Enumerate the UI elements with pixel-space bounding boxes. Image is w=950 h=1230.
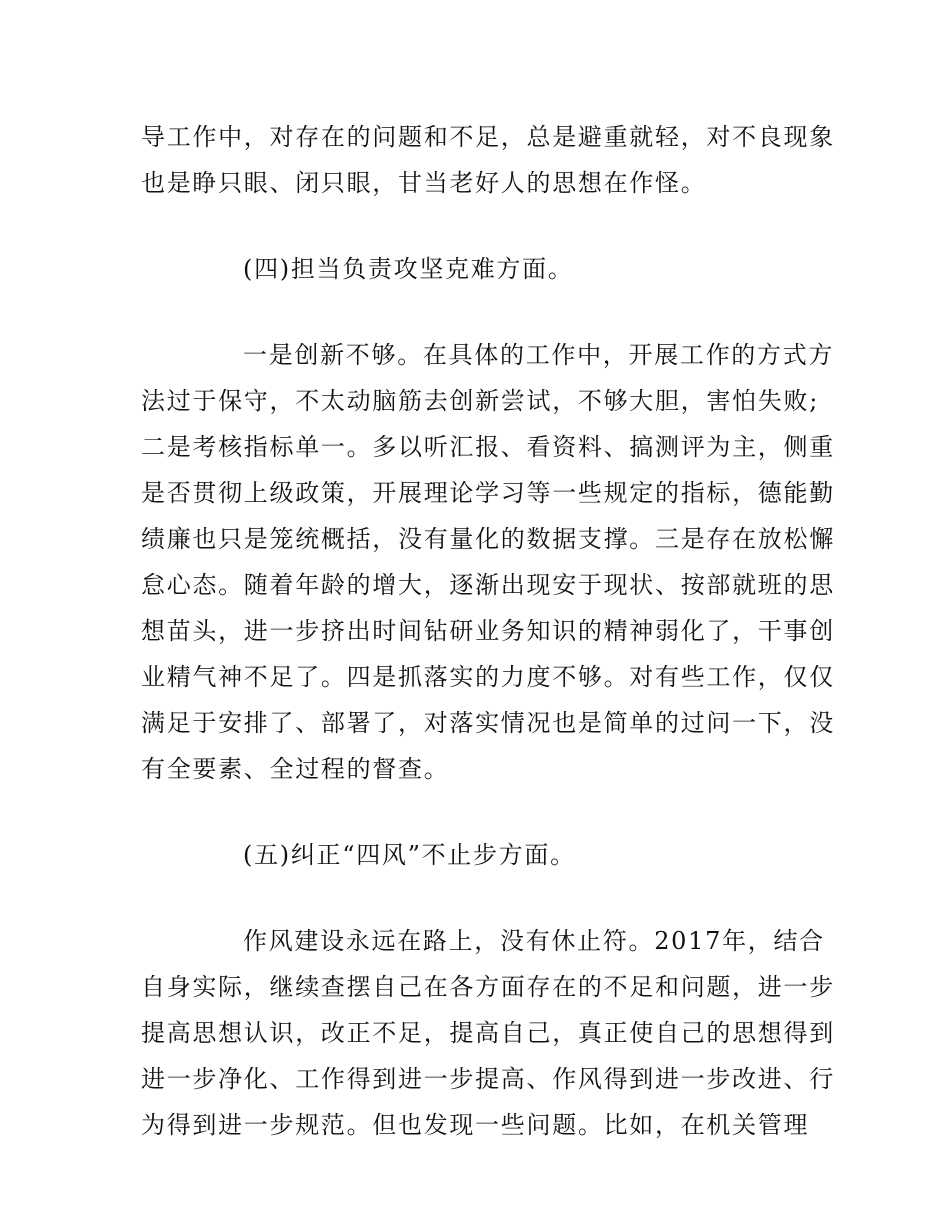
paragraph-3-line-2: 法过于保守，不太动脑筋去创新尝试，不够大胆，害怕失败; xyxy=(141,387,819,415)
paragraph-3-line-10: 有全要素、全过程的督查。 xyxy=(141,755,450,783)
paragraph-5-line-4: 进一步净化、工作得到进一步提高、作风得到进一步改进、行 xyxy=(141,1065,835,1093)
paragraph-5-line-1: 作风建设永远在路上，没有休止符。2017年，结合 xyxy=(243,927,825,955)
paragraph-1-line-1: 导工作中，对存在的问题和不足，总是避重就轻，对不良现象 xyxy=(141,123,835,151)
section-heading-4: (四)担当负责攻坚克难方面。 xyxy=(243,255,574,283)
paragraph-3-line-5: 绩廉也只是笼统概括，没有量化的数据支撑。三是存在放松懈 xyxy=(141,525,835,553)
paragraph-3-line-1: 一是创新不够。在具体的工作中，开展工作的方式方 xyxy=(243,341,835,369)
paragraph-5-line-2: 自身实际，继续查摆自己在各方面存在的不足和问题，进一步 xyxy=(141,973,835,1001)
paragraph-3-line-7: 想苗头，进一步挤出时间钻研业务知识的精神弱化了，干事创 xyxy=(141,617,835,645)
paragraph-5-line-3: 提高思想认识，改正不足，提高自己，真正使自己的思想得到 xyxy=(141,1019,835,1047)
paragraph-3-line-3: 二是考核指标单一。多以听汇报、看资料、搞测评为主，侧重 xyxy=(141,433,835,461)
paragraph-1-line-2: 也是睁只眼、闭只眼，甘当老好人的思想在作怪。 xyxy=(141,169,707,197)
paragraph-3-line-8: 业精气神不足了。四是抓落实的力度不够。对有些工作，仅仅 xyxy=(141,663,835,691)
paragraph-3-line-6: 怠心态。随着年龄的增大，逐渐出现安于现状、按部就班的思 xyxy=(141,571,835,599)
paragraph-3-line-4: 是否贯彻上级政策，开展理论学习等一些规定的指标，德能勤 xyxy=(141,479,835,507)
paragraph-5-line-5: 为得到进一步规范。但也发现一些问题。比如，在机关管理 xyxy=(141,1111,810,1139)
section-heading-5: (五)纠正“四风”不止步方面。 xyxy=(243,841,576,869)
paragraph-3-line-9: 满足于安排了、部署了，对落实情况也是简单的过问一下，没 xyxy=(141,709,835,737)
